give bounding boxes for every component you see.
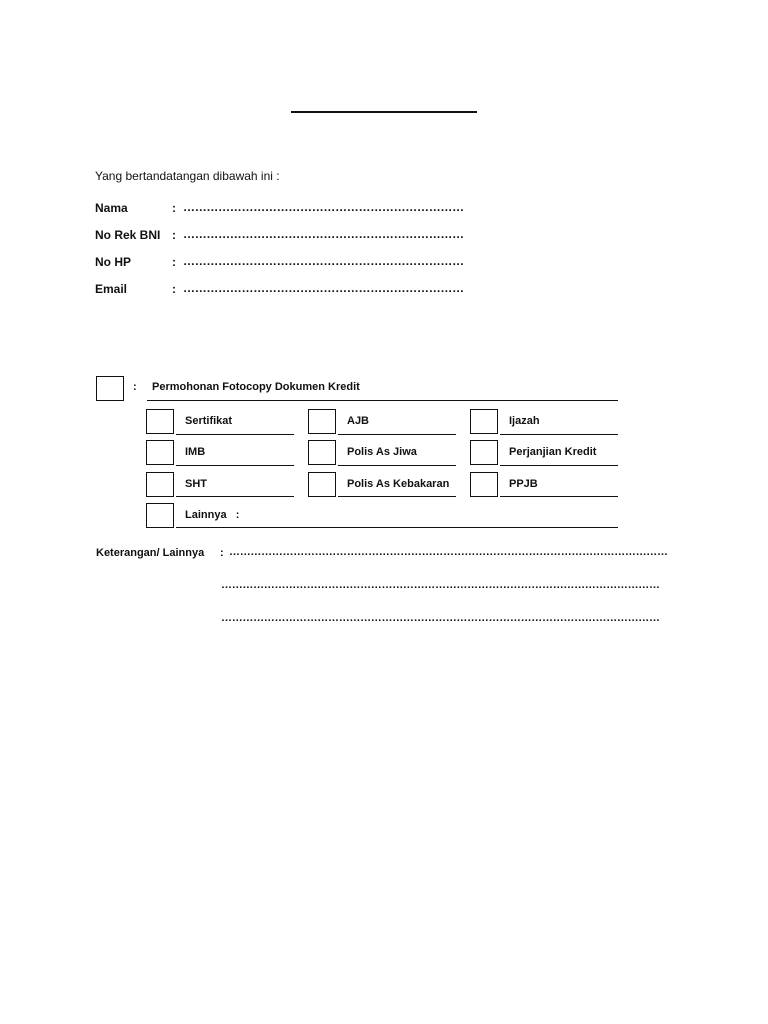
option-underline: [500, 496, 618, 497]
option-label-ppjb: PPJB: [509, 478, 538, 490]
checkbox-ijazah[interactable]: [470, 409, 498, 434]
option-underline: [176, 434, 294, 435]
option-label-perjanjian-kredit: Perjanjian Kredit: [509, 446, 597, 458]
notes-colon: :: [220, 547, 224, 559]
main-request-checkbox[interactable]: [96, 376, 124, 401]
field-input-no-hp[interactable]: ………………………………………………………………: [183, 254, 464, 268]
checkbox-sertifikat[interactable]: [146, 409, 174, 434]
field-label-no-hp: No HP: [95, 255, 131, 269]
title-underline: [291, 111, 477, 113]
field-colon: :: [172, 255, 176, 269]
field-input-nama[interactable]: ………………………………………………………………: [183, 200, 464, 214]
option-label-ajb: AJB: [347, 415, 370, 427]
option-label-polis-as-kebakaran: Polis As Kebakaran: [347, 478, 450, 490]
main-request-label: Permohonan Fotocopy Dokumen Kredit: [152, 381, 360, 393]
field-colon: :: [172, 201, 176, 215]
notes-line-3[interactable]: ……………………………………………………………………………………………………………: [221, 612, 660, 624]
intro-text: Yang bertandatangan dibawah ini :: [95, 169, 280, 183]
checkbox-perjanjian-kredit[interactable]: [470, 440, 498, 465]
option-label-lainnya: Lainnya :: [185, 509, 240, 521]
checkbox-polis-as-kebakaran[interactable]: [308, 472, 336, 497]
field-input-email[interactable]: ………………………………………………………………: [183, 281, 464, 295]
option-underline: [338, 465, 456, 466]
checkbox-imb[interactable]: [146, 440, 174, 465]
option-label-polis-as-jiwa: Polis As Jiwa: [347, 446, 417, 458]
checkbox-sht[interactable]: [146, 472, 174, 497]
field-label-no-rek-bni: No Rek BNI: [95, 228, 161, 242]
option-label-sht: SHT: [185, 478, 207, 490]
field-label-email: Email: [95, 282, 128, 296]
notes-label: Keterangan/ Lainnya: [96, 547, 205, 559]
checkbox-ajb[interactable]: [308, 409, 336, 434]
option-label-imb: IMB: [185, 446, 206, 458]
field-colon: :: [172, 282, 176, 296]
option-underline: [338, 496, 456, 497]
option-underline: [500, 465, 618, 466]
checkbox-lainnya[interactable]: [146, 503, 174, 528]
option-underline: [500, 434, 618, 435]
main-request-colon: :: [133, 381, 137, 393]
option-underline: [176, 465, 294, 466]
notes-line-2[interactable]: ……………………………………………………………………………………………………………: [221, 579, 660, 591]
notes-line-1[interactable]: ……………………………………………………………………………………………………………: [229, 546, 668, 558]
checkbox-ppjb[interactable]: [470, 472, 498, 497]
option-label-ijazah: Ijazah: [509, 415, 540, 427]
option-underline: [176, 496, 294, 497]
option-label-sertifikat: Sertifikat: [185, 415, 233, 427]
checkbox-polis-as-jiwa[interactable]: [308, 440, 336, 465]
option-underline: [338, 434, 456, 435]
field-input-no-rek-bni[interactable]: ………………………………………………………………: [183, 227, 464, 241]
field-colon: :: [172, 228, 176, 242]
main-request-underline: [147, 400, 618, 401]
field-label-nama: Nama: [95, 201, 128, 215]
lainnya-underline[interactable]: [176, 527, 618, 528]
